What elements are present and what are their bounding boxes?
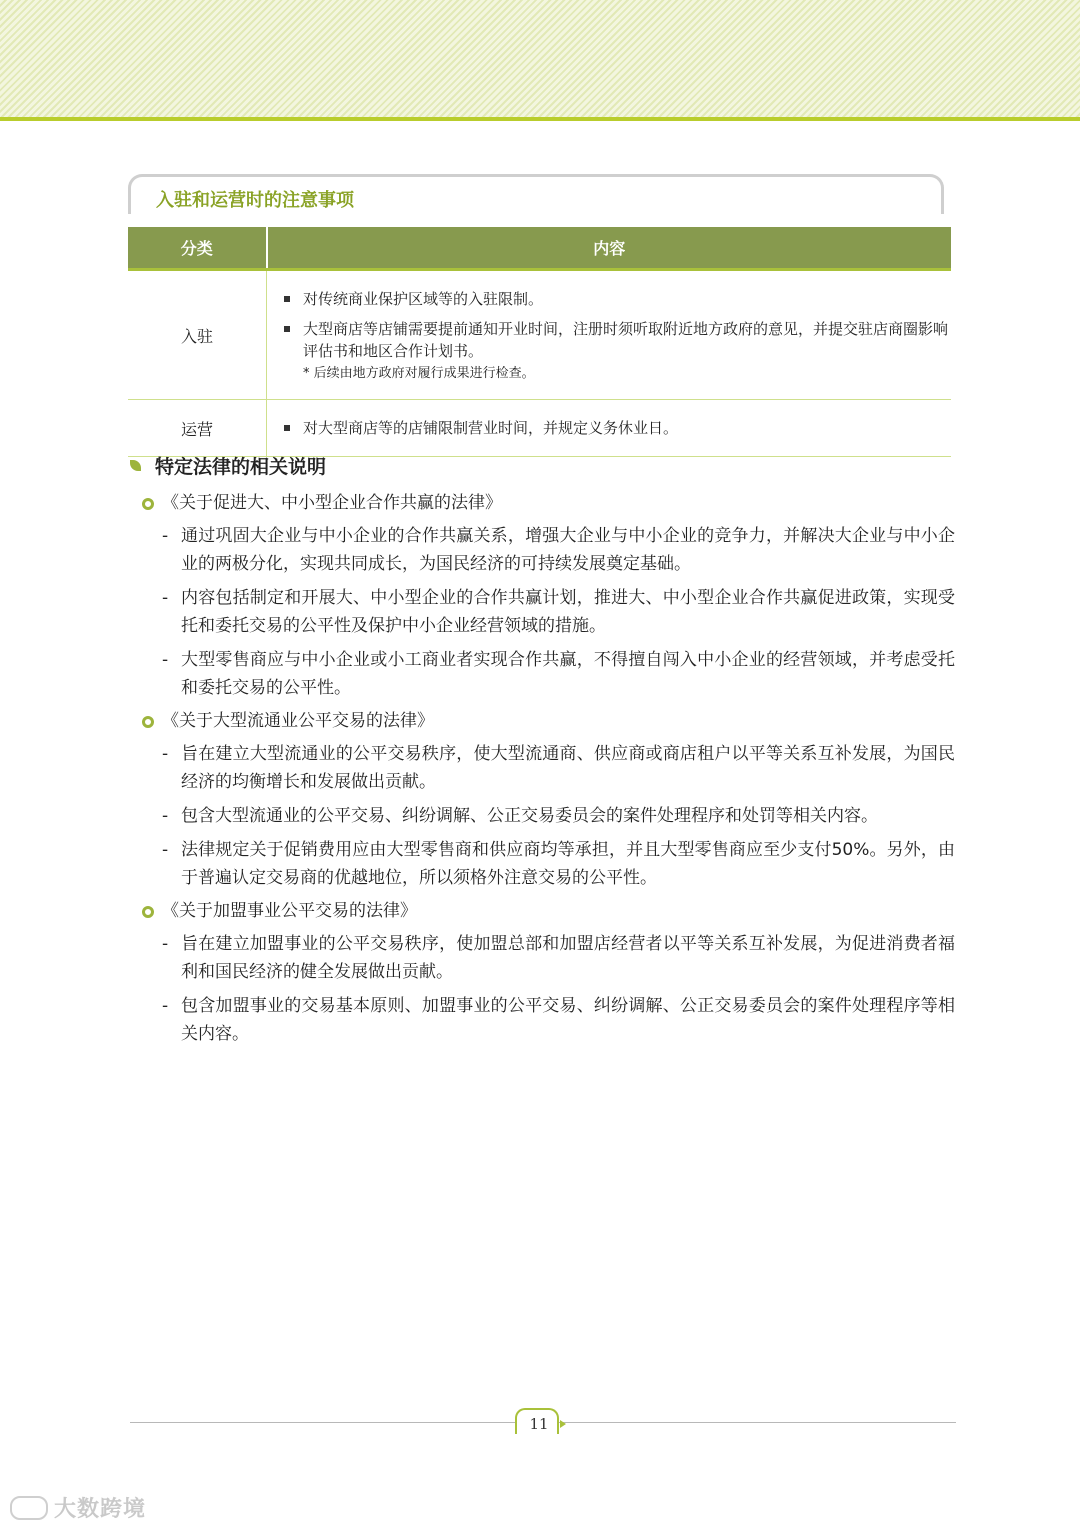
dash-icon: - xyxy=(162,996,169,1016)
row-category: 入驻 xyxy=(128,270,267,400)
list-item xyxy=(140,802,955,830)
footnote: * 后续由地方政府对履行成果进行检查。 xyxy=(303,366,535,381)
bullet-item xyxy=(281,318,951,362)
arrow-right-icon xyxy=(560,1420,566,1428)
row-content xyxy=(267,270,952,400)
section-title: 特定法律的相关说明 xyxy=(155,456,327,478)
bullet-item xyxy=(281,417,951,439)
law-title xyxy=(140,898,955,928)
item-text: 通过巩固大企业与中小企业的合作共赢关系，增强大企业与中小企业的竞争力，并解决大企业与中小企业的两极分化，实现共同成长，为国民经济的可持续发展奠定基础。 xyxy=(181,526,955,574)
law-block xyxy=(140,898,955,1048)
square-bullet-icon xyxy=(284,296,290,302)
bullet-text: 对传统商业保护区域等的入驻限制。 xyxy=(303,290,544,308)
watermark xyxy=(10,1492,146,1523)
dash-icon: - xyxy=(162,806,169,826)
dash-icon: - xyxy=(162,744,169,764)
row-category: 运营 xyxy=(128,400,267,457)
leaf-bullet-icon xyxy=(130,460,141,471)
law-block xyxy=(140,708,955,892)
law-items xyxy=(140,930,955,1048)
law-title xyxy=(140,490,955,520)
bullet-text: 大型商店等店铺需要提前通知开业时间，注册时须听取附近地方政府的意见，并提交驻店商圈影响评估书和地区合作计划书。 xyxy=(303,320,949,360)
square-bullet-icon xyxy=(284,326,290,332)
item-text: 内容包括制定和开展大、中小型企业的合作共赢计划，推进大、中小型企业合作共赢促进政策，实现受托和委托交易的公平性及保护中小企业经营领域的措施。 xyxy=(181,588,955,636)
item-text: 旨在建立大型流通业的公平交易秩序，使大型流通商、供应商或商店租户以平等关系互补发展，为国民经济的均衡增长和发展做出贡献。 xyxy=(181,744,955,792)
table-row xyxy=(128,400,951,457)
bullet-item xyxy=(281,288,951,310)
ring-bullet-icon xyxy=(142,498,154,510)
laws-list xyxy=(140,490,955,1054)
list-item xyxy=(140,836,955,892)
list-item xyxy=(140,740,955,796)
law-block xyxy=(140,490,955,702)
list-item xyxy=(140,584,955,640)
law-title xyxy=(140,708,955,738)
dash-icon: - xyxy=(162,840,169,860)
dash-icon: - xyxy=(162,588,169,608)
bullet-text: 对大型商店等的店铺限制营业时间，并规定义务休业日。 xyxy=(303,419,679,437)
law-title-text: 《关于加盟事业公平交易的法律》 xyxy=(162,901,417,921)
law-items xyxy=(140,740,955,892)
notes-table xyxy=(128,227,951,457)
item-text: 法律规定关于促销费用应由大型零售商和供应商均等承担，并且大型零售商应至少支付50%。另外，由于普遍认定交易商的优越地位，所以须格外注意交易的公平性。 xyxy=(181,840,955,888)
item-text: 包含大型流通业的公平交易、纠纷调解、公正交易委员会的案件处理程序和处罚等相关内容。 xyxy=(181,806,878,826)
dash-icon: - xyxy=(162,526,169,546)
dash-icon: - xyxy=(162,650,169,670)
header-accent-line xyxy=(0,117,1080,121)
table-row xyxy=(128,270,951,400)
table-header-row xyxy=(128,227,951,270)
watermark-text: 大数跨境 xyxy=(54,1497,147,1522)
list-item xyxy=(140,930,955,986)
item-text: 包含加盟事业的交易基本原则、加盟事业的公平交易、纠纷调解、公正交易委员会的案件处理程序等相关内容。 xyxy=(181,996,955,1044)
section-heading xyxy=(130,452,326,479)
item-text: 旨在建立加盟事业的公平交易秩序，使加盟总部和加盟店经营者以平等关系互补发展，为促进消费者福利和国民经济的健全发展做出贡献。 xyxy=(181,934,955,982)
page-number: 11 xyxy=(529,1415,549,1433)
list-item xyxy=(140,992,955,1048)
notes-box-title: 入驻和运营时的注意事项 xyxy=(156,190,354,211)
law-title-text: 《关于促进大、中小型企业合作共赢的法律》 xyxy=(162,493,502,513)
header-pattern-band xyxy=(0,0,1080,118)
header-category: 分类 xyxy=(128,227,267,270)
ring-bullet-icon xyxy=(142,716,154,728)
ring-bullet-icon xyxy=(142,906,154,918)
dash-icon: - xyxy=(162,934,169,954)
list-item xyxy=(140,522,955,578)
law-items xyxy=(140,522,955,702)
law-title-text: 《关于大型流通业公平交易的法律》 xyxy=(162,711,434,731)
row-content xyxy=(267,400,952,457)
watermark-logo-icon xyxy=(10,1496,48,1520)
item-text: 大型零售商应与中小企业或小工商业者实现合作共赢，不得擅自闯入中小企业的经营领域，并考虑受托和委托交易的公平性。 xyxy=(181,650,955,698)
list-item xyxy=(140,646,955,702)
square-bullet-icon xyxy=(284,425,290,431)
header-content: 内容 xyxy=(267,227,952,270)
